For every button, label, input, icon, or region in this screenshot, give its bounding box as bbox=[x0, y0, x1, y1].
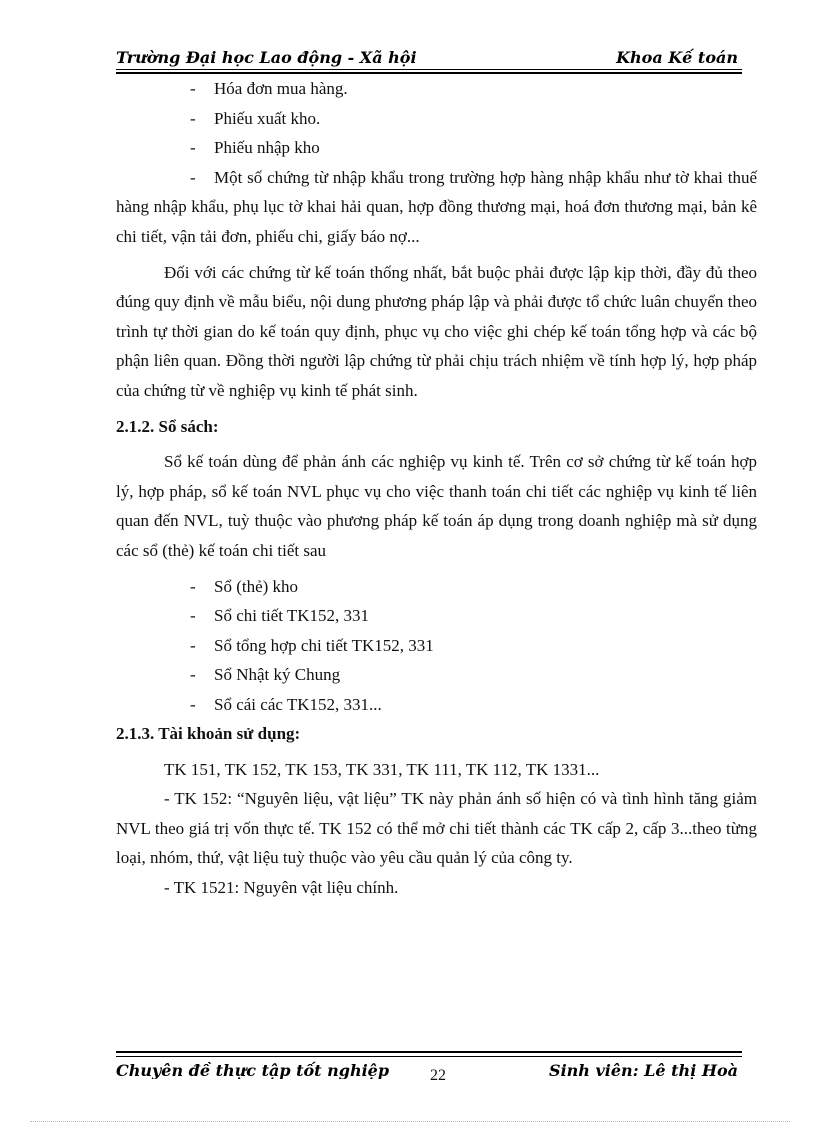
body-content bbox=[116, 74, 757, 903]
section-heading-2-1-3: 2.1.3. Tài khoản sử dụng: bbox=[116, 724, 301, 743]
page-header bbox=[116, 46, 742, 70]
paragraph-tk152: - TK 152: “Nguyên liệu, vật liệu” TK này phản ánh số hiện có và tình hình tăng giảm NVL theo giá trị vốn thực tế. TK 152 có thể mở chi tiết thành các TK cấp 2, cấp 3...theo từng loại, nhóm, thứ, vật liệu tuỳ thuộc vào yêu cầu quản lý của công ty. bbox=[116, 789, 757, 868]
list-item: - Phiếu nhập kho bbox=[190, 138, 320, 158]
header-rule-thin bbox=[116, 69, 742, 70]
list-item: - Sổ tổng hợp chi tiết TK152, 331 bbox=[190, 635, 434, 655]
paragraph-unified-documents: Đối với các chứng từ kế toán thống nhất, bắt buộc phải được lập kịp thời, đầy đủ theo đúng quy định về mẫu biểu, nội dung phương pháp lập và phải được tổ chức luân chuyển theo trình tự thời gian do kế toán quy định, phục vụ cho việc ghi chép kế toán tổng hợp và các bộ phận liên quan. Đồng thời người lập chứng từ phải chịu trách nhiệm về tính hợp lý, hợp pháp của chứng từ về nghiệp vụ kinh tế phát sinh. bbox=[116, 262, 757, 400]
paragraph-ledgers: Sổ kế toán dùng để phản ánh các nghiệp vụ kinh tế. Trên cơ sở chứng từ kế toán hợp lý, hợp pháp, sổ kế toán NVL phục vụ cho việc thanh toán chi tiết các nghiệp vụ kinh tế liên quan đến NVL, tuỳ thuộc vào phương pháp kế toán áp dụng trong doanh nghiệp mà sử dụng các sổ (thẻ) kế toán chi tiết sau bbox=[116, 452, 757, 560]
footer-rule-thin bbox=[116, 1056, 742, 1057]
footer-report-title: Chuyên đề thực tập tốt nghiệp bbox=[116, 1061, 390, 1079]
list-item: - Hóa đơn mua hàng. bbox=[190, 79, 348, 98]
list-item-import-docs: - Một số chứng từ nhập khẩu trong trường hợp hàng nhập khẩu như tờ khai thuế hàng nhập khẩu, phụ lục tờ khai hải quan, hợp đồng thương mại, hoá đơn thương mại, bản kê chi tiết, vận tải đơn, phiếu chi, giấy báo nợ... bbox=[116, 167, 757, 246]
page-number: 22 bbox=[430, 1067, 446, 1084]
list-item: - Sổ chi tiết TK152, 331 bbox=[190, 606, 370, 625]
page-edge-divider bbox=[30, 1121, 790, 1122]
header-faculty: Khoa Kế toán bbox=[616, 48, 738, 67]
section-heading-2-1-2: 2.1.2. Sổ sách: bbox=[116, 416, 219, 436]
paragraph-tk1521: - TK 1521: Nguyên vật liệu chính. bbox=[164, 877, 399, 897]
list-item: - Sổ (thẻ) kho bbox=[190, 576, 299, 596]
list-item: - Sổ cái các TK152, 331... bbox=[190, 694, 382, 714]
ledger-list bbox=[116, 572, 757, 720]
list-item: - Phiếu xuất kho. bbox=[190, 108, 321, 128]
list-item: - Sổ Nhật ký Chung bbox=[190, 665, 341, 684]
paragraph-accounts: TK 151, TK 152, TK 153, TK 331, TK 111, TK 112, TK 1331... bbox=[164, 759, 600, 779]
footer-student: Sinh viên: Lê thị Hoà bbox=[549, 1061, 738, 1079]
header-university: Trường Đại học Lao động - Xã hội bbox=[116, 48, 417, 67]
footer-rule-thick bbox=[116, 1051, 742, 1053]
